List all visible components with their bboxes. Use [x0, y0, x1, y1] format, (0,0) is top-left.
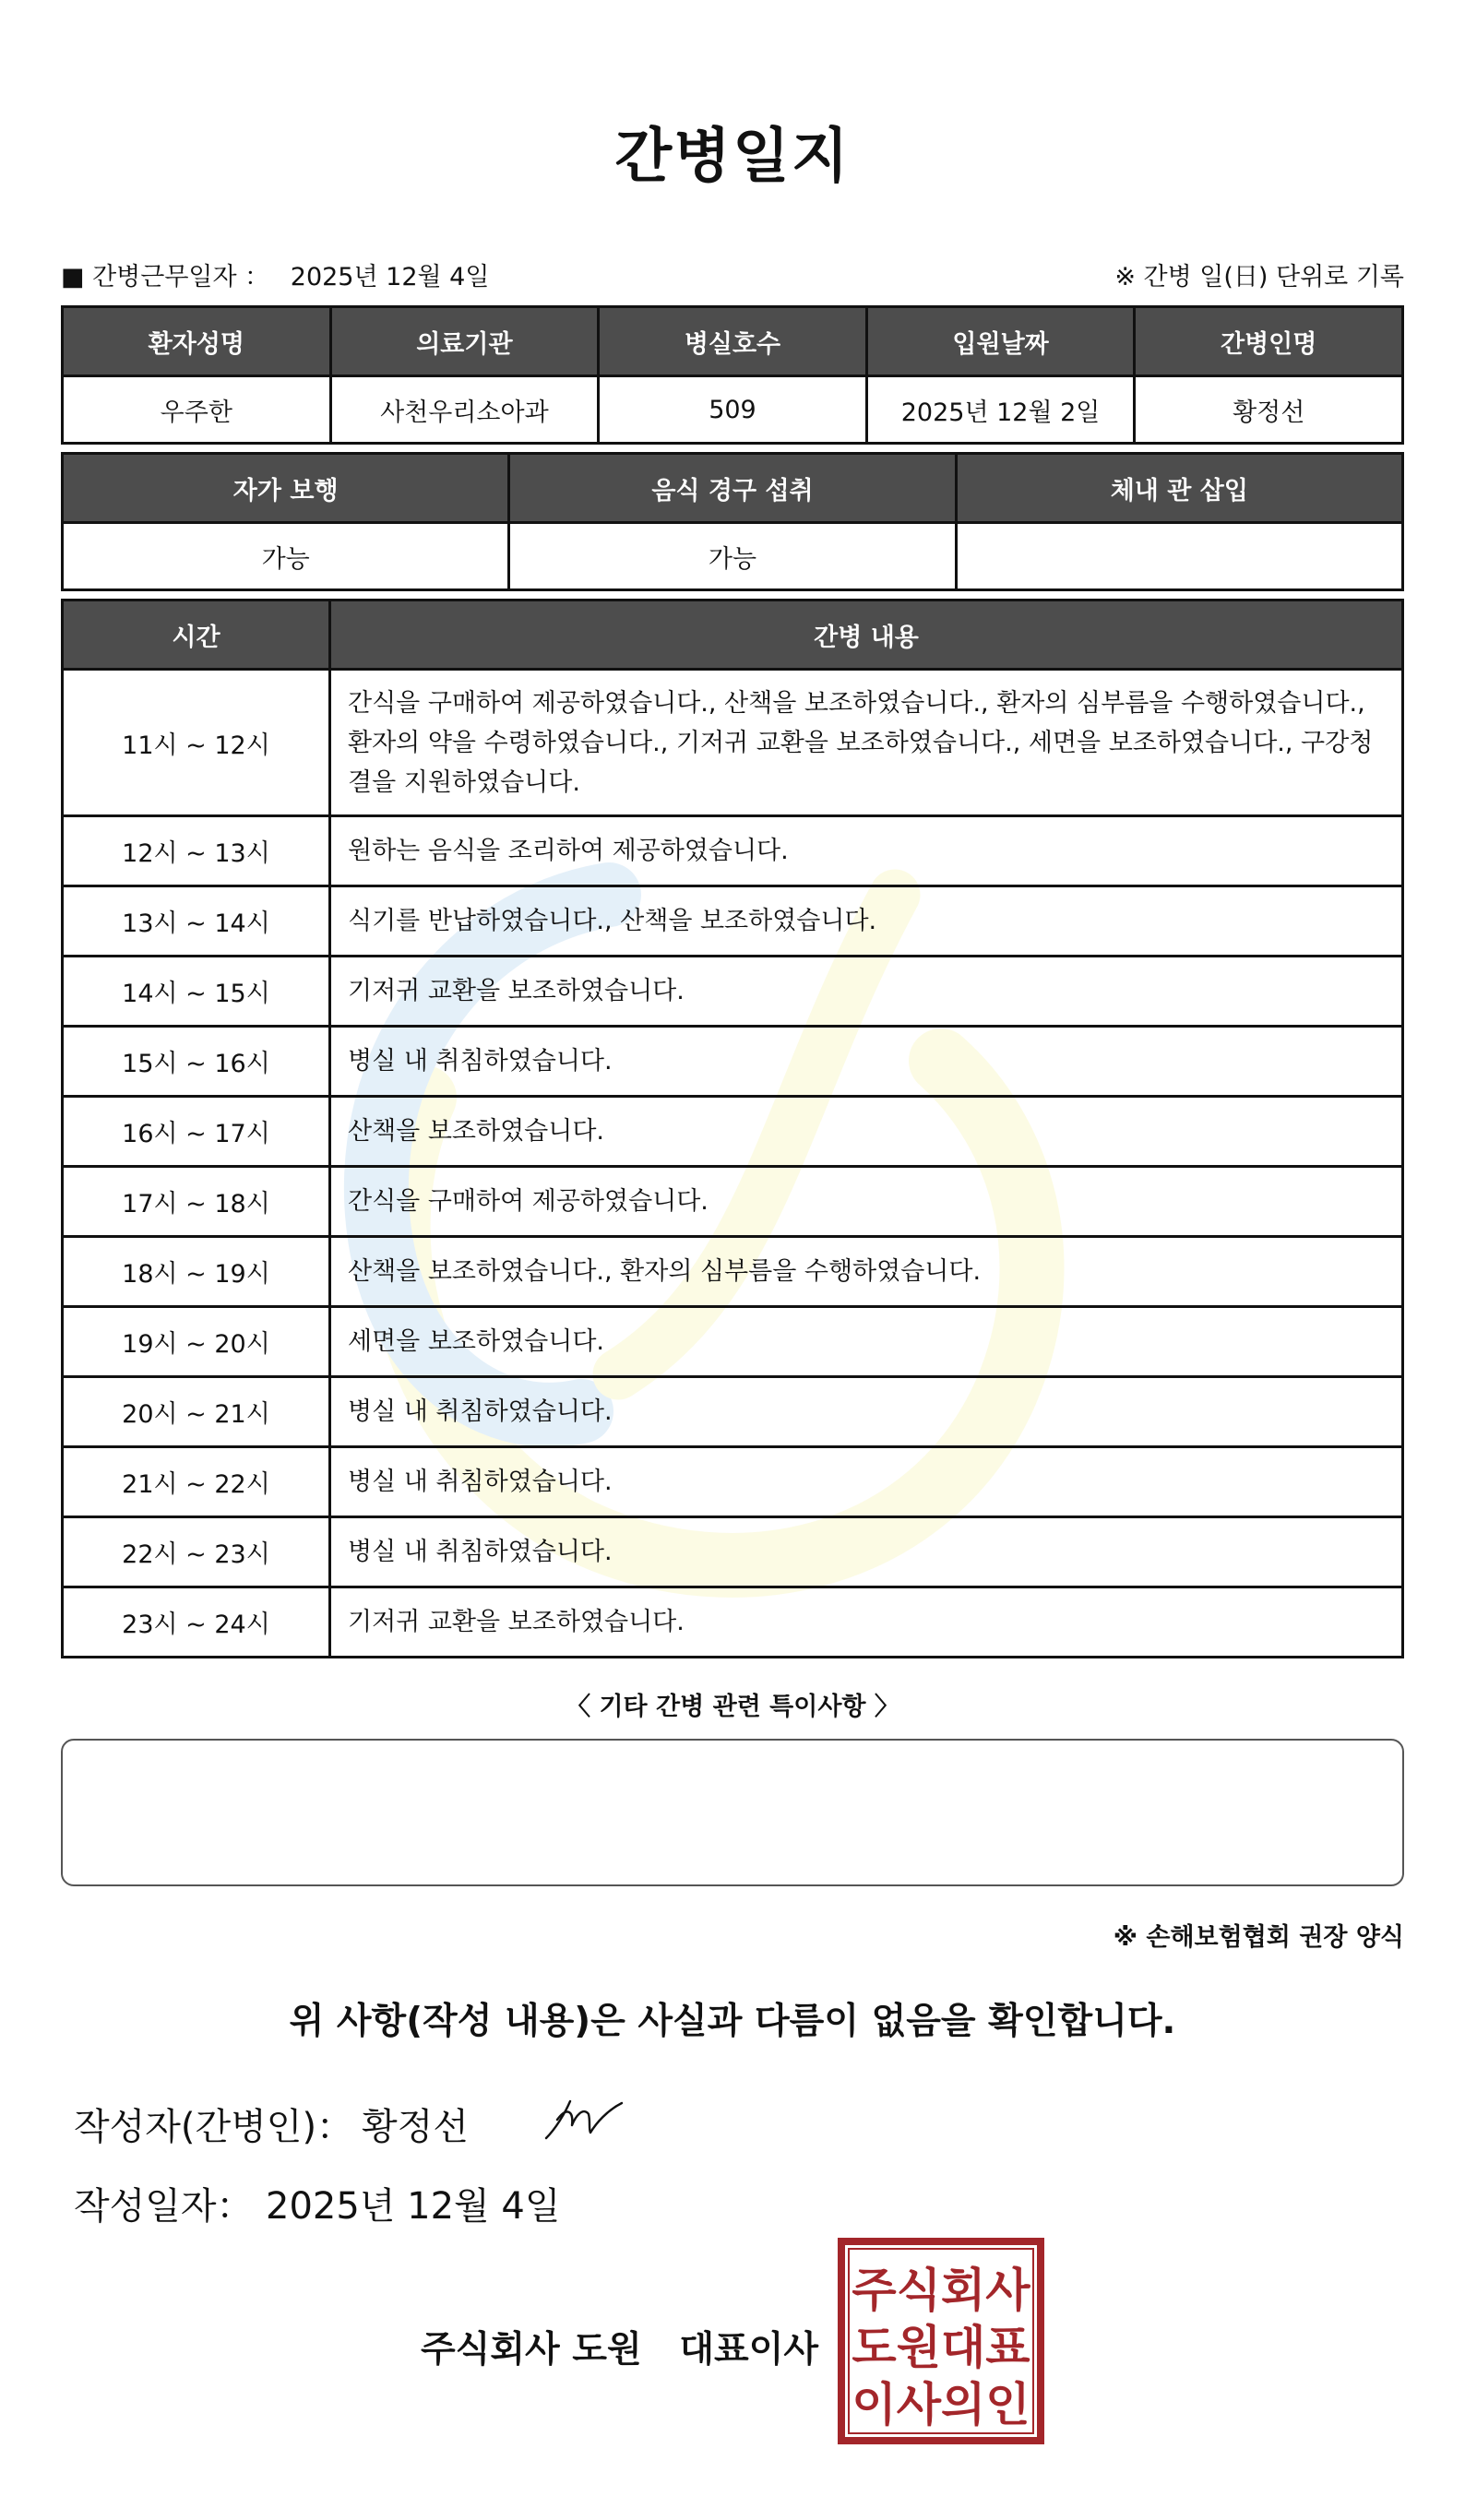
company-seal	[836, 2236, 1046, 2446]
time-cell: 19시 ~ 20시	[63, 1307, 330, 1377]
table-row	[63, 1307, 1403, 1377]
content-cell: 병실 내 취침하였습니다.	[330, 1447, 1403, 1517]
caregiver-name: 황정선	[1135, 376, 1403, 444]
writer-label: 작성자(간병인)：	[74, 2106, 354, 2148]
unit-note: ※ 간병 일(日) 단위로 기록	[1114, 263, 1404, 291]
header-hospital: 의료기관	[330, 307, 599, 376]
time-cell: 16시 ~ 17시	[63, 1097, 330, 1167]
header-care-content: 간병 내용	[330, 600, 1403, 670]
special-notes-box	[61, 1739, 1404, 1886]
time-cell: 15시 ~ 16시	[63, 1027, 330, 1097]
time-cell: 14시 ~ 15시	[63, 957, 330, 1027]
table-row	[63, 670, 1403, 816]
table-row	[63, 1447, 1403, 1517]
content-cell: 원하는 음식을 조리하여 제공하였습니다.	[330, 816, 1403, 886]
content-cell: 식기를 반납하였습니다., 산책을 보조하였습니다.	[330, 886, 1403, 957]
time-cell: 11시 ~ 12시	[63, 670, 330, 816]
table-row	[63, 1167, 1403, 1237]
time-cell: 13시 ~ 14시	[63, 886, 330, 957]
handwritten-signature	[539, 2083, 640, 2147]
table-row	[63, 1517, 1403, 1587]
table-row	[63, 1027, 1403, 1097]
svg-text:주식회사: 주식회사	[852, 2263, 1030, 2317]
header-walking: 자가 보행	[63, 454, 509, 523]
time-cell: 22시 ~ 23시	[63, 1517, 330, 1587]
content-cell: 산책을 보조하였습니다., 환자의 심부름을 수행하였습니다.	[330, 1237, 1403, 1307]
table-row	[63, 1237, 1403, 1307]
walking-status: 가능	[63, 523, 509, 590]
company-representative: 주식회사 도원 대표이사	[421, 2329, 819, 2371]
time-cell: 20시 ~ 21시	[63, 1377, 330, 1447]
header-oral-intake: 음식 경구 섭취	[509, 454, 956, 523]
header-caregiver: 간병인명	[1135, 307, 1403, 376]
header-patient-name: 환자성명	[63, 307, 331, 376]
table-row	[63, 1097, 1403, 1167]
table-row	[63, 816, 1403, 886]
table-row	[63, 1377, 1403, 1447]
table-row	[63, 886, 1403, 957]
patient-info-table	[61, 305, 1404, 445]
time-cell: 21시 ~ 22시	[63, 1447, 330, 1517]
special-notes-title: 〈 기타 간병 관련 특이사항 〉	[566, 1693, 899, 1721]
table-row	[63, 1587, 1403, 1658]
admission-date: 2025년 12월 2일	[866, 376, 1135, 444]
content-cell: 간식을 구매하여 제공하였습니다., 산책을 보조하였습니다., 환자의 심부름을 수행하였습니다., 환자의 약을 수령하였습니다., 기저귀 교환을 보조하였습니다., 세면을 보조하였습니다., 구강청결을 지원하였습니다.	[330, 670, 1403, 816]
time-cell: 23시 ~ 24시	[63, 1587, 330, 1658]
write-date-value: 2025년 12월 4일	[266, 2185, 561, 2228]
svg-text:도원대표: 도원대표	[852, 2320, 1030, 2374]
work-date-line	[61, 256, 489, 292]
write-date-label: 작성일자：	[74, 2185, 254, 2228]
writer-name: 황정선	[362, 2106, 469, 2148]
special-notes-content	[63, 1741, 1402, 1770]
header-tube: 체내 관 삽입	[956, 454, 1402, 523]
patient-status-table	[61, 452, 1404, 591]
tube-status	[956, 523, 1402, 590]
content-cell: 기저귀 교환을 보조하였습니다.	[330, 1587, 1403, 1658]
svg-text:이사의인: 이사의인	[852, 2377, 1030, 2431]
patient-name: 우주한	[63, 376, 331, 444]
header-time: 시간	[63, 600, 330, 670]
document-title: 간병일지	[614, 123, 851, 191]
time-cell: 12시 ~ 13시	[63, 816, 330, 886]
association-note: ※ 손해보험협회 권장 양식	[1113, 1923, 1404, 1952]
content-cell: 산책을 보조하였습니다.	[330, 1097, 1403, 1167]
time-cell: 18시 ~ 19시	[63, 1237, 330, 1307]
table-row	[63, 957, 1403, 1027]
content-cell: 병실 내 취침하였습니다.	[330, 1377, 1403, 1447]
header-room: 병실호수	[599, 307, 867, 376]
time-cell: 17시 ~ 18시	[63, 1167, 330, 1237]
room-number: 509	[599, 376, 867, 444]
oral-intake-status: 가능	[509, 523, 956, 590]
care-log-table	[61, 599, 1404, 1658]
content-cell: 병실 내 취침하였습니다.	[330, 1027, 1403, 1097]
content-cell: 세면을 보조하였습니다.	[330, 1307, 1403, 1377]
hospital-name: 사천우리소아과	[330, 376, 599, 444]
confirmation-statement: 위 사항(작성 내용)은 사실과 다름이 없음을 확인합니다.	[289, 2001, 1176, 2042]
content-cell: 간식을 구매하여 제공하였습니다.	[330, 1167, 1403, 1237]
header-admission-date: 입원날짜	[866, 307, 1135, 376]
content-cell: 병실 내 취침하였습니다.	[330, 1517, 1403, 1587]
work-date-label: ■ 간병근무일자 ：	[61, 263, 270, 291]
work-date-value: 2025년 12월 4일	[290, 263, 490, 291]
content-cell: 기저귀 교환을 보조하였습니다.	[330, 957, 1403, 1027]
